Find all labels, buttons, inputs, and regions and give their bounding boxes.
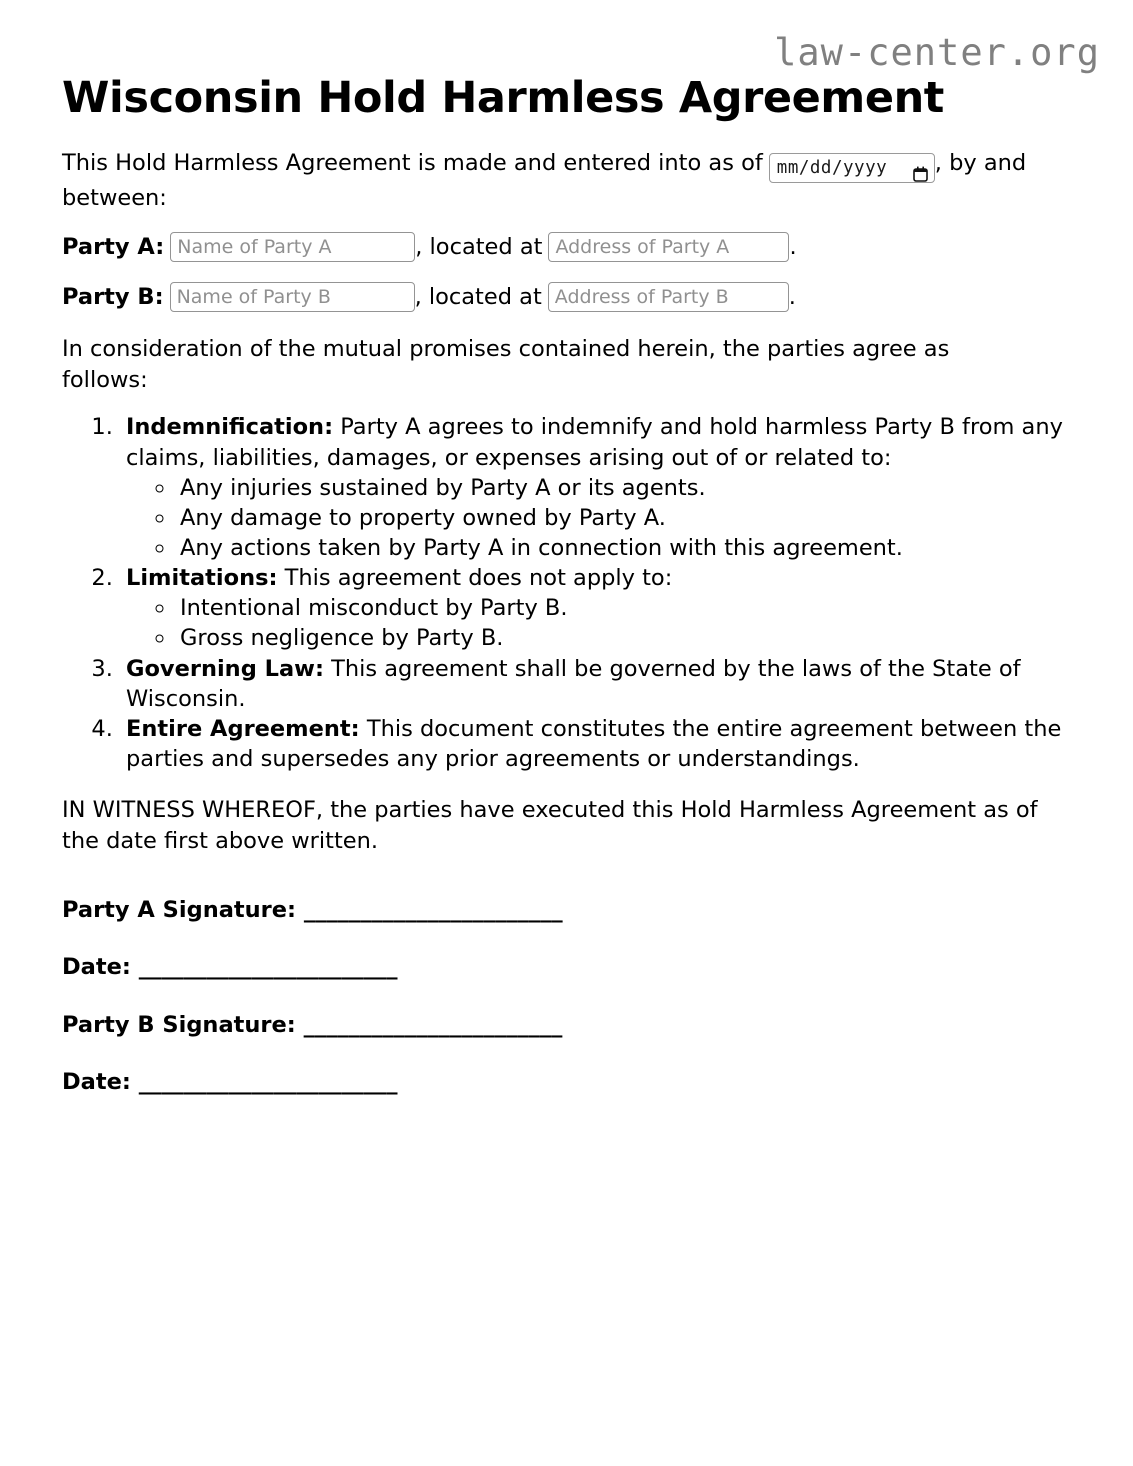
clause-sub-list xyxy=(126,593,1071,653)
party-b-address-input[interactable] xyxy=(548,282,789,312)
intro-text-after-date: , by and between: xyxy=(62,150,1027,212)
consideration-paragraph: In consideration of the mutual promises contained herein, the parties agree as follows: xyxy=(62,336,950,394)
party-b-located-at-text: , located at xyxy=(414,283,542,310)
list-item: ◦ Any actions taken by Party A in connection with this agreement. xyxy=(176,533,1071,563)
party-a-located-at-text: , located at xyxy=(415,234,543,261)
party-a-name-input[interactable] xyxy=(170,232,415,262)
party-b-row xyxy=(62,282,1071,314)
calendar-icon[interactable] xyxy=(913,160,928,176)
party-a-label: Party A: xyxy=(62,234,165,261)
party-a-period: . xyxy=(789,234,797,261)
intro-text-before-date: This Hold Harmless Agreement is made and entered into as of xyxy=(62,150,763,177)
clause-sub-list xyxy=(126,473,1071,563)
clauses-list xyxy=(62,412,1071,774)
date-placeholder-text: mm/dd/yyyy xyxy=(776,158,888,179)
clause-body: This agreement shall be governed by the laws of the State of Wisconsin. xyxy=(126,655,1021,712)
party-a-row xyxy=(62,232,1071,264)
party-b-signature-label: Party B Signature: xyxy=(62,1011,296,1038)
page-title: Wisconsin Hold Harmless Agreement xyxy=(62,73,944,123)
list-item: ◦ Any injuries sustained by Party A or its agents. xyxy=(176,473,1071,503)
site-watermark: law-center.org xyxy=(774,31,1100,74)
party-a-date-label: Date: xyxy=(62,954,131,981)
clause-item xyxy=(120,654,1071,714)
party-b-date-label: Date: xyxy=(62,1068,131,1095)
agreement-date-input[interactable] xyxy=(769,153,935,183)
clause-heading: Entire Agreement: xyxy=(126,715,360,742)
party-a-signature-row xyxy=(62,896,1071,925)
list-item: ◦ Gross negligence by Party B. xyxy=(176,623,1071,653)
party-a-date-row xyxy=(62,953,1071,982)
party-a-date-line[interactable]: _______________________ xyxy=(138,954,398,981)
party-a-address-input[interactable] xyxy=(548,232,789,262)
party-a-signature-line[interactable]: _______________________ xyxy=(303,897,563,924)
party-b-name-input[interactable] xyxy=(170,282,415,312)
clause-item xyxy=(120,714,1071,774)
clause-heading: Governing Law: xyxy=(126,655,324,682)
clause-item xyxy=(120,563,1071,653)
party-b-date-row xyxy=(62,1068,1071,1097)
party-b-date-line[interactable]: _______________________ xyxy=(138,1068,398,1095)
clause-body: Party A agrees to indemnify and hold harmless Party B from any claims, liabilities, damages, or expenses arising out of or related to: xyxy=(126,414,1063,471)
clause-body: This document constitutes the entire agreement between the parties and supersedes any prior agreements or understandings. xyxy=(126,715,1062,772)
clause-heading: Limitations: xyxy=(126,565,278,592)
list-item: ◦ Intentional misconduct by Party B. xyxy=(176,593,1071,623)
party-b-label: Party B: xyxy=(62,283,164,310)
clause-body: This agreement does not apply to: xyxy=(284,565,673,592)
witness-paragraph: IN WITNESS WHEREOF, the parties have executed this Hold Harmless Agreement as of the date first above written. xyxy=(62,797,1038,855)
party-b-signature-row xyxy=(62,1011,1071,1040)
party-b-period: . xyxy=(788,283,796,310)
list-item: ◦ Any damage to property owned by Party A. xyxy=(176,503,1071,533)
signature-block xyxy=(62,896,1071,1097)
party-b-signature-line[interactable]: _______________________ xyxy=(303,1011,563,1038)
clause-heading: Indemnification: xyxy=(126,414,334,441)
party-a-signature-label: Party A Signature: xyxy=(62,897,297,924)
clause-item xyxy=(120,412,1071,563)
intro-paragraph xyxy=(62,148,1042,214)
